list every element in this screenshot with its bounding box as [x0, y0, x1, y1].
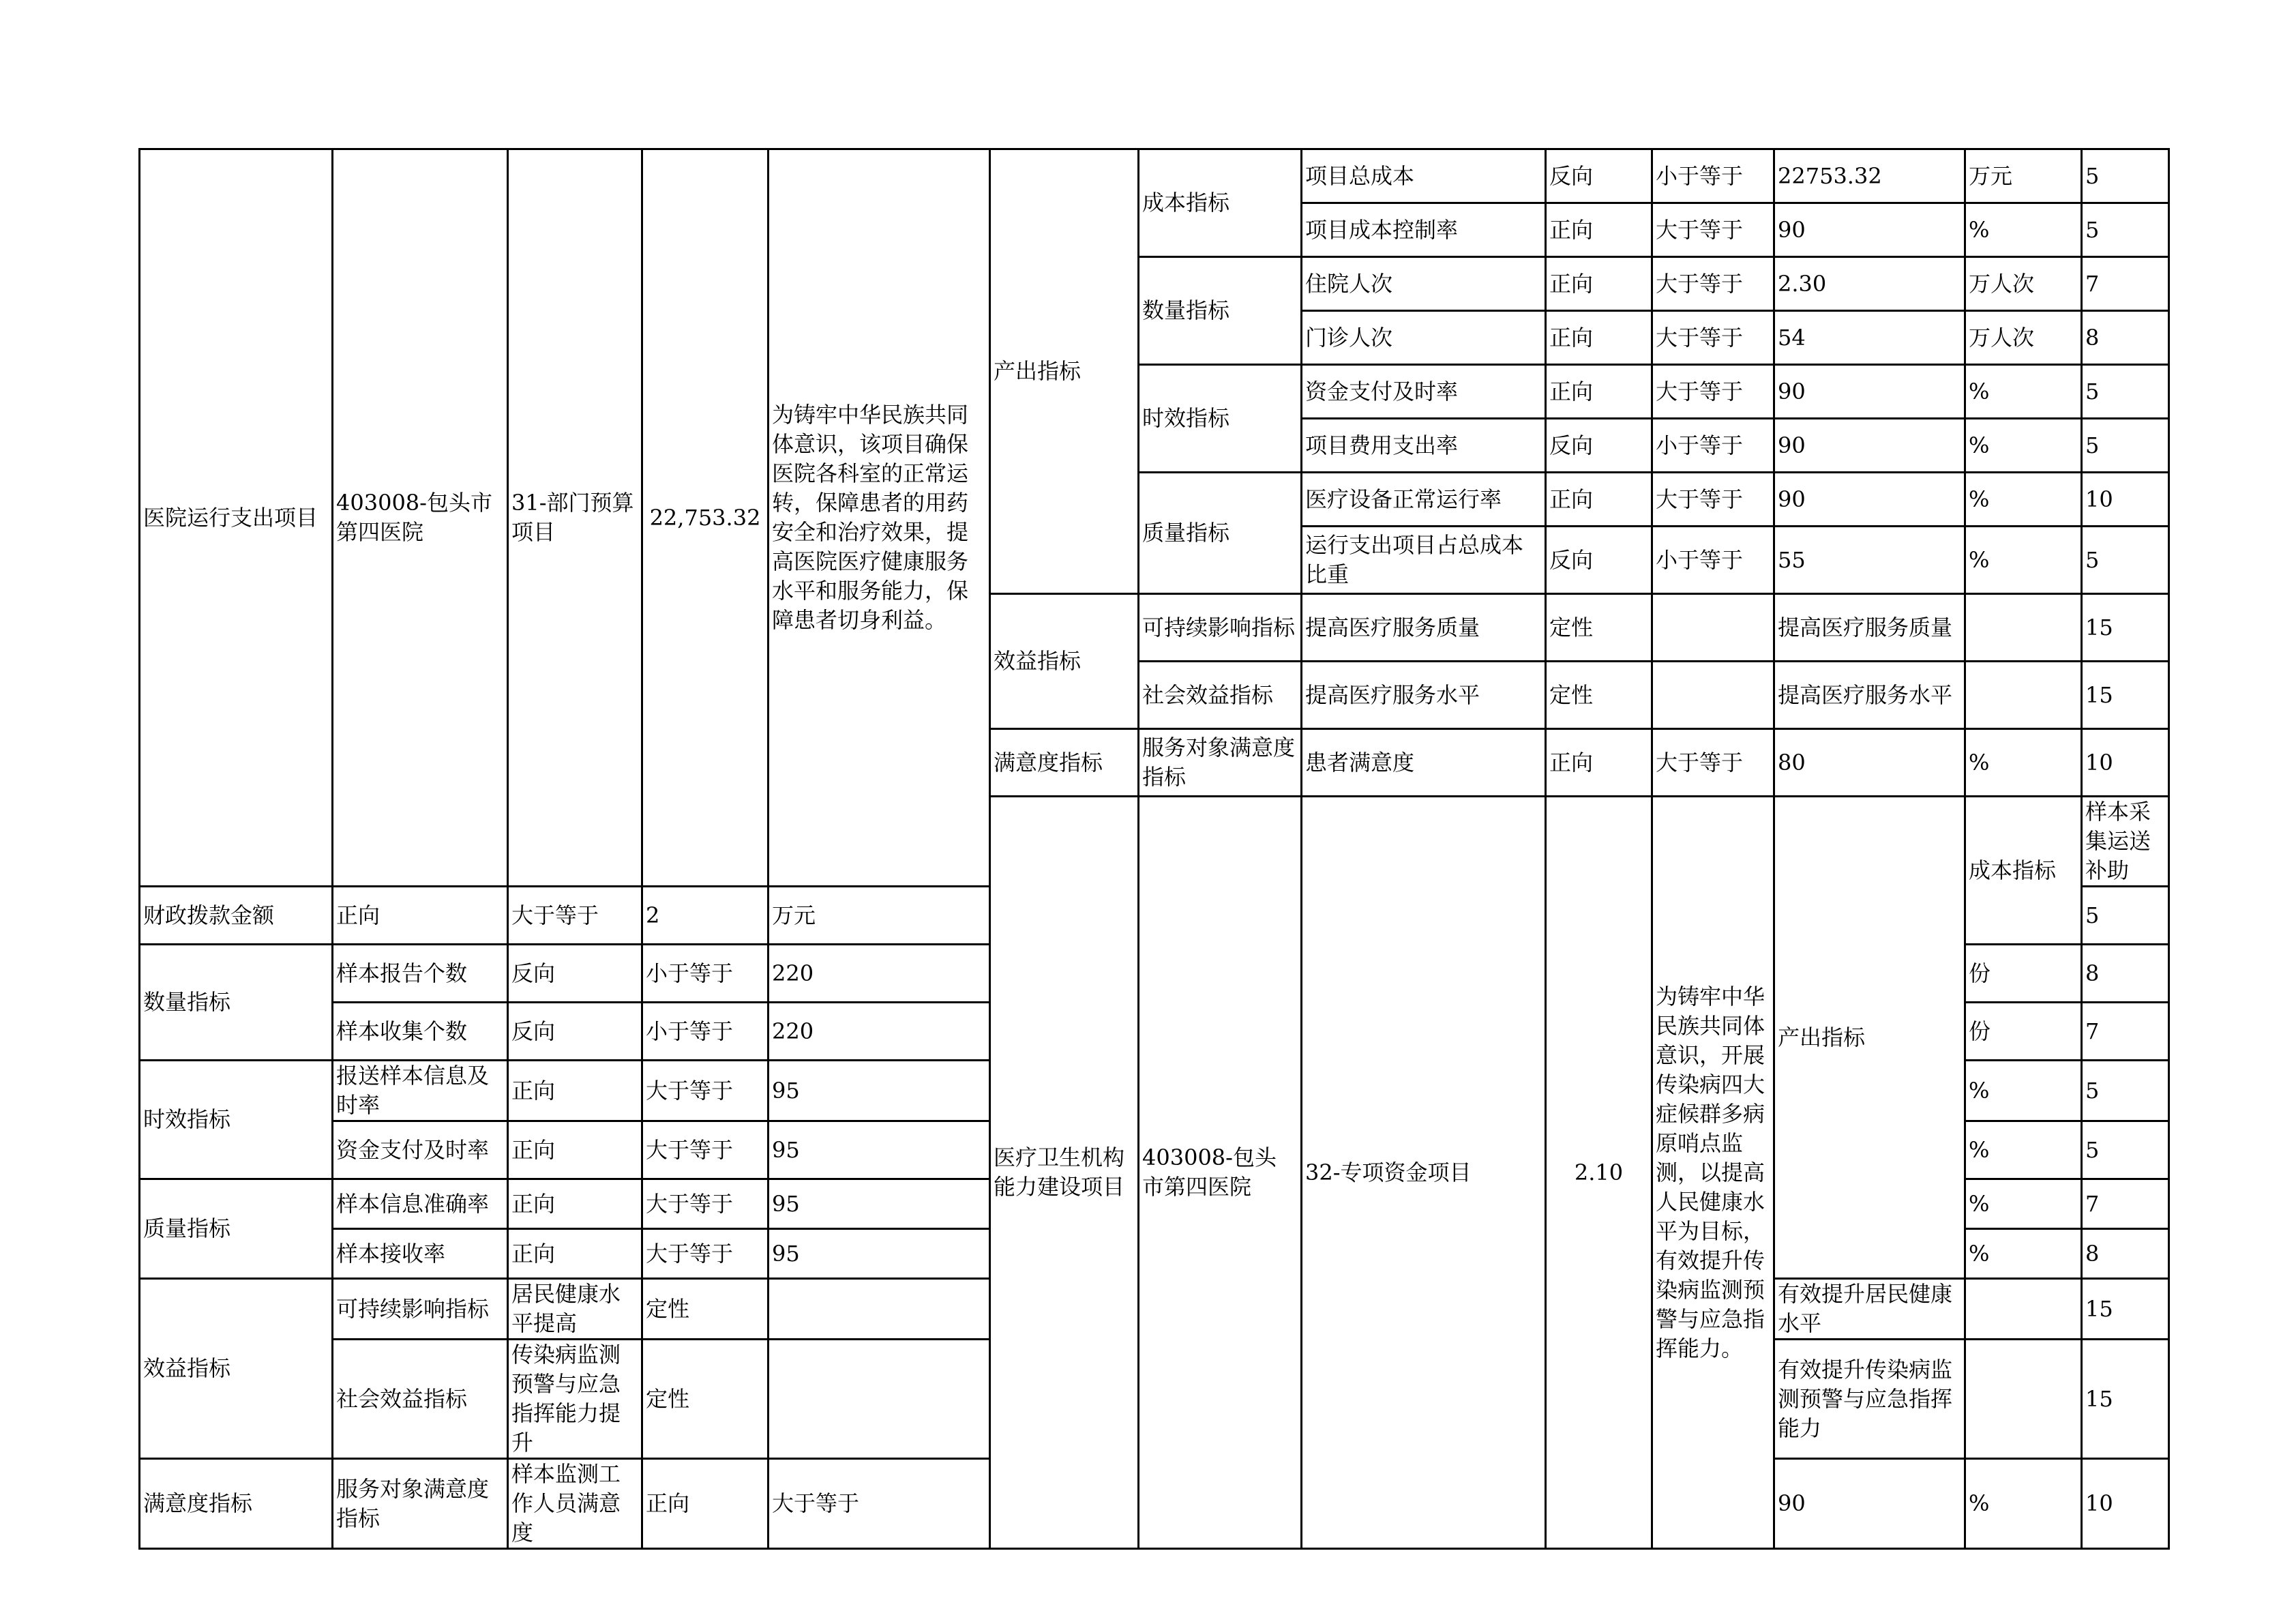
indicator-unit: 万人次: [1965, 311, 2082, 365]
indicator-value: 2.30: [1774, 257, 1965, 311]
indicator-operator: 小于等于: [642, 1003, 769, 1061]
indicator-direction: 正向: [508, 1061, 642, 1121]
indicator-operator: 小于等于: [1652, 149, 1774, 203]
indicator-unit: %: [1965, 1229, 2082, 1279]
indicator-direction: 正向: [1546, 473, 1652, 527]
indicator-value: 55: [1774, 527, 1965, 594]
indicator-unit: %: [1965, 203, 2082, 257]
indicator-value: 220: [769, 945, 990, 1003]
indicator-direction: 正向: [1546, 203, 1652, 257]
indicator-name: 项目成本控制率: [1302, 203, 1546, 257]
indicator-level2: 成本指标: [1965, 797, 2082, 945]
indicator-name: 项目总成本: [1302, 149, 1546, 203]
indicator-value: 220: [769, 1003, 990, 1061]
indicator-unit: [1965, 594, 2082, 662]
indicator-unit: 万元: [1965, 149, 2082, 203]
indicator-operator: [1652, 662, 1774, 729]
indicator-name: 传染病监测预警与应急指挥能力提升: [508, 1340, 642, 1459]
indicator-name: 样本接收率: [333, 1229, 508, 1279]
project-name: 医院运行支出项目: [140, 149, 333, 887]
indicator-operator: 大于等于: [1652, 729, 1774, 797]
indicator-unit: 份: [1965, 1003, 2082, 1061]
indicator-weight: 15: [2082, 662, 2169, 729]
indicator-operator: 大于等于: [642, 1121, 769, 1179]
indicator-name: 运行支出项目占总成本比重: [1302, 527, 1546, 594]
indicator-direction: 正向: [508, 1121, 642, 1179]
indicator-operator: 小于等于: [1652, 419, 1774, 473]
indicator-weight: 5: [2082, 887, 2169, 945]
project-unit: 403008-包头市第四医院: [1139, 797, 1302, 1549]
indicator-weight: 8: [2082, 945, 2169, 1003]
indicator-weight: 5: [2082, 1061, 2169, 1121]
indicator-name: 财政拨款金额: [140, 887, 333, 945]
indicator-direction: 定性: [642, 1279, 769, 1340]
indicator-level2: 可持续影响指标: [333, 1279, 508, 1340]
indicator-weight: 5: [2082, 1121, 2169, 1179]
indicator-level1: 满意度指标: [990, 729, 1139, 797]
indicator-weight: 7: [2082, 1003, 2169, 1061]
indicator-direction: 反向: [1546, 419, 1652, 473]
indicator-unit: %: [1965, 527, 2082, 594]
indicator-name: 门诊人次: [1302, 311, 1546, 365]
indicator-direction: 正向: [508, 1229, 642, 1279]
indicator-weight: 7: [2082, 257, 2169, 311]
indicator-name: 资金支付及时率: [333, 1121, 508, 1179]
indicator-direction: 反向: [508, 1003, 642, 1061]
indicator-value: 提高医疗服务水平: [1774, 662, 1965, 729]
indicator-level2: 服务对象满意度指标: [1139, 729, 1302, 797]
indicator-weight: 10: [2082, 729, 2169, 797]
indicator-weight: 8: [2082, 311, 2169, 365]
indicator-direction: 反向: [1546, 527, 1652, 594]
indicator-level2: 社会效益指标: [333, 1340, 508, 1459]
indicator-operator: [769, 1340, 990, 1459]
indicator-value: 95: [769, 1061, 990, 1121]
indicator-direction: 反向: [1546, 149, 1652, 203]
indicator-operator: 大于等于: [1652, 365, 1774, 419]
indicator-level2: 数量指标: [140, 945, 333, 1061]
project-unit: 403008-包头市第四医院: [333, 149, 508, 887]
indicator-operator: [1652, 594, 1774, 662]
indicator-name: 样本监测工作人员满意度: [508, 1459, 642, 1549]
indicator-direction: 正向: [642, 1459, 769, 1549]
indicator-unit: 份: [1965, 945, 2082, 1003]
project-category: 32-专项资金项目: [1302, 797, 1546, 1549]
indicator-operator: 大于等于: [508, 887, 642, 945]
indicator-value: 2: [642, 887, 769, 945]
indicator-weight: 5: [2082, 203, 2169, 257]
indicator-unit: %: [1965, 1459, 2082, 1549]
indicator-weight: 15: [2082, 1340, 2169, 1459]
indicator-unit: 万人次: [1965, 257, 2082, 311]
indicator-operator: [769, 1279, 990, 1340]
indicator-name: 项目费用支出率: [1302, 419, 1546, 473]
indicator-value: 提高医疗服务质量: [1774, 594, 1965, 662]
indicator-operator: 小于等于: [642, 945, 769, 1003]
indicator-value: 54: [1774, 311, 1965, 365]
indicator-level1: 产出指标: [1774, 797, 1965, 1279]
indicator-direction: 定性: [642, 1340, 769, 1459]
project-category: 31-部门预算项目: [508, 149, 642, 887]
indicator-unit: %: [1965, 1179, 2082, 1229]
indicator-unit: %: [1965, 473, 2082, 527]
indicator-direction: 反向: [508, 945, 642, 1003]
indicator-direction: 正向: [1546, 257, 1652, 311]
indicator-weight: 10: [2082, 1459, 2169, 1549]
indicator-weight: 8: [2082, 1229, 2169, 1279]
indicator-weight: 5: [2082, 419, 2169, 473]
indicator-level2: 服务对象满意度指标: [333, 1459, 508, 1549]
indicator-operator: 大于等于: [1652, 203, 1774, 257]
indicator-weight: 7: [2082, 1179, 2169, 1229]
indicator-name: 样本报告个数: [333, 945, 508, 1003]
indicator-operator: 大于等于: [642, 1179, 769, 1229]
indicator-weight: 15: [2082, 594, 2169, 662]
indicator-weight: 15: [2082, 1279, 2169, 1340]
project-amount: 2.10: [1546, 797, 1652, 1549]
indicator-name: 住院人次: [1302, 257, 1546, 311]
indicator-name: 患者满意度: [1302, 729, 1546, 797]
indicator-level2: 时效指标: [140, 1061, 333, 1179]
indicator-unit: [1965, 1279, 2082, 1340]
indicator-weight: 5: [2082, 365, 2169, 419]
indicator-operator: 大于等于: [642, 1229, 769, 1279]
indicator-level2: 质量指标: [1139, 473, 1302, 594]
indicator-operator: 大于等于: [1652, 311, 1774, 365]
indicator-name: 报送样本信息及时率: [333, 1061, 508, 1121]
indicator-name: 医疗设备正常运行率: [1302, 473, 1546, 527]
indicator-value: 有效提升居民健康水平: [1774, 1279, 1965, 1340]
indicator-value: 90: [1774, 203, 1965, 257]
project-name: 医疗卫生机构能力建设项目: [990, 797, 1139, 1549]
project-goal: 为铸牢中华民族共同体意识，该项目确保医院各科室的正常运转，保障患者的用药安全和治疗效果，提高医院医疗健康服务水平和服务能力，保障患者切身利益。: [769, 149, 990, 887]
indicator-level1: 效益指标: [140, 1279, 333, 1459]
indicator-unit: %: [1965, 729, 2082, 797]
indicator-direction: 正向: [1546, 729, 1652, 797]
indicator-level2: 数量指标: [1139, 257, 1302, 365]
indicator-unit: %: [1965, 1121, 2082, 1179]
indicator-name: 样本采集运送补助: [2082, 797, 2169, 887]
indicator-value: 22753.32: [1774, 149, 1965, 203]
indicator-value: 80: [1774, 729, 1965, 797]
indicator-operator: 小于等于: [1652, 527, 1774, 594]
indicator-value: 95: [769, 1179, 990, 1229]
indicator-direction: 定性: [1546, 594, 1652, 662]
indicator-unit: 万元: [769, 887, 990, 945]
indicator-level2: 社会效益指标: [1139, 662, 1302, 729]
indicator-direction: 定性: [1546, 662, 1652, 729]
indicator-value: 90: [1774, 419, 1965, 473]
indicator-name: 样本收集个数: [333, 1003, 508, 1061]
indicator-direction: 正向: [1546, 365, 1652, 419]
table-row: [140, 149, 2169, 203]
indicator-level1: 效益指标: [990, 594, 1139, 729]
indicator-direction: 正向: [1546, 311, 1652, 365]
indicator-level2: 时效指标: [1139, 365, 1302, 473]
indicator-name: 居民健康水平提高: [508, 1279, 642, 1340]
indicator-direction: 正向: [333, 887, 508, 945]
indicator-level2: 可持续影响指标: [1139, 594, 1302, 662]
indicator-name: 提高医疗服务水平: [1302, 662, 1546, 729]
indicator-unit: %: [1965, 1061, 2082, 1121]
indicator-value: 90: [1774, 473, 1965, 527]
indicator-name: 样本信息准确率: [333, 1179, 508, 1229]
project-goal: 为铸牢中华民族共同体意识，开展传染病四大症候群多病原哨点监测，以提高人民健康水平为目标，有效提升传染病监测预警与应急指挥能力。: [1652, 797, 1774, 1549]
indicator-value: 95: [769, 1121, 990, 1179]
indicator-name: 提高医疗服务质量: [1302, 594, 1546, 662]
indicator-level2: 成本指标: [1139, 149, 1302, 257]
indicator-value: 有效提升传染病监测预警与应急指挥能力: [1774, 1340, 1965, 1459]
indicator-value: 90: [1774, 1459, 1965, 1549]
indicator-unit: %: [1965, 419, 2082, 473]
performance-indicator-table: [138, 148, 2170, 1550]
indicator-unit: [1965, 1340, 2082, 1459]
indicator-operator: 大于等于: [1652, 257, 1774, 311]
indicator-weight: 5: [2082, 527, 2169, 594]
indicator-level1: 产出指标: [990, 149, 1139, 594]
indicator-weight: 10: [2082, 473, 2169, 527]
indicator-unit: [1965, 662, 2082, 729]
indicator-operator: 大于等于: [769, 1459, 990, 1549]
indicator-name: 资金支付及时率: [1302, 365, 1546, 419]
indicator-value: 90: [1774, 365, 1965, 419]
indicator-direction: 正向: [508, 1179, 642, 1229]
project-amount: 22,753.32: [642, 149, 769, 887]
indicator-operator: 大于等于: [1652, 473, 1774, 527]
indicator-value: 95: [769, 1229, 990, 1279]
indicator-operator: 大于等于: [642, 1061, 769, 1121]
indicator-level1: 满意度指标: [140, 1459, 333, 1549]
indicator-unit: %: [1965, 365, 2082, 419]
indicator-level2: 质量指标: [140, 1179, 333, 1279]
indicator-weight: 5: [2082, 149, 2169, 203]
